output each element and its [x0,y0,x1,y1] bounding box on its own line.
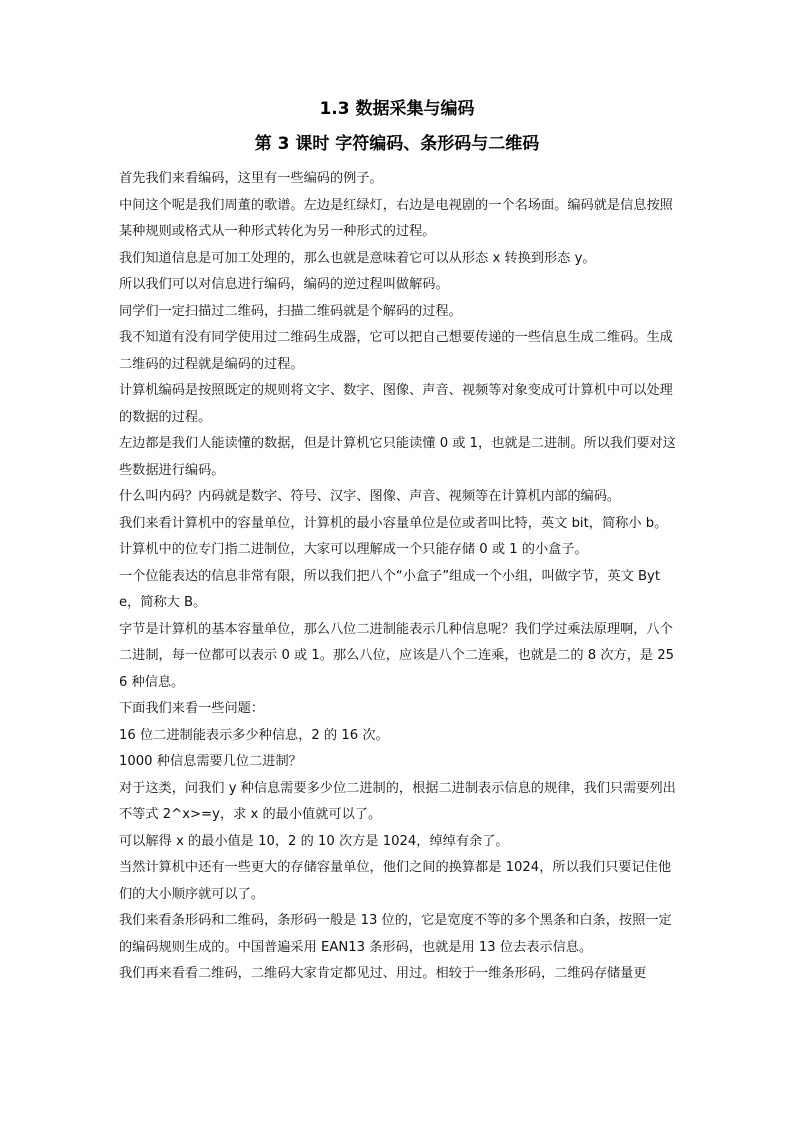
document-body [119,166,679,988]
paragraph: 同学们一定扫描过二维码，扫描二维码就是个解码的过程。 [119,303,462,319]
paragraph: 我们知道信息是可加工处理的，那么也就是意味着它可以从形态 x 转换到形态 y。 [119,250,596,266]
paragraph: 中间这个呢是我们周董的歌谱。左边是红绿灯，右边是电视剧的一个名场面。编码就是信息按照某种规则或格式从一种形式转化为另一种形式的过程。 [119,197,673,239]
paragraph: 计算机编码是按照既定的规则将文字、数字、图像、声音、视频等对象变成可计算机中可以处理的数据的过程。 [119,383,673,425]
document-subtitle: 第 3 课时 字符编码、条形码与二维码 [254,134,540,154]
paragraph: 我们来看条形码和二维码，条形码一般是 13 位的，它是宽度不等的多个黑条和白条，按照一定的编码规则生成的。中国普遍采用 EAN13 条形码，也就是用 13 位去表示信息。 [119,913,672,955]
paragraph: 左边都是我们人能读懂的数据，但是计算机它只能读懂 0 或 1，也就是二进制。所以我们要对这些数据进行编码。 [119,436,676,478]
paragraph: 我们来看计算机中的容量单位，计算机的最小容量单位是位或者叫比特，英文 bit，简称小 b。计算机中的位专门指二进制位，大家可以理解成一个只能存储 0 或 1 的小盒子。 [119,515,668,557]
paragraph: 对于这类，问我们 y 种信息需要多少位二进制的，根据二进制表示信息的规律，我们只需要列出不等式 2^x>=y，求 x 的最小值就可以了。 [119,780,676,822]
paragraph: 所以我们可以对信息进行编码，编码的逆过程叫做解码。 [119,277,449,292]
document-title: 1.3 数据采集与编码 [319,99,475,119]
paragraph: 下面我们来看一些问题： [119,701,265,716]
paragraph: 首先我们来看编码，这里有一些编码的例子。 [119,171,383,186]
paragraph: 我们再来看看二维码，二维码大家肯定都见过、用过。相较于一维条形码，二维码存储量更 [119,966,647,981]
paragraph: 16 位二进制能表示多少种信息，2 的 16 次。 [119,727,389,743]
paragraph: 我不知道有没有同学使用过二维码生成器，它可以把自己想要传递的一些信息生成二维码。生成二维码的过程就是编码的过程。 [119,330,673,372]
paragraph: 什么叫内码？内码就是数字、符号、汉字、图像、声音、视频等在计算机内部的编码。 [119,489,621,504]
paragraph: 1000 种信息需要几位二进制？ [119,754,302,769]
paragraph: 当然计算机中还有一些更大的存储容量单位，他们之间的换算都是 1024，所以我们只要记住他们的大小顺序就可以了。 [119,860,672,902]
paragraph: 字节是计算机的基本容量单位，那么八位二进制能表示几种信息呢？我们学过乘法原理啊，八个二进制，每一位都可以表示 0 或 1。那么八位，应该是八个二连乘，也就是二的 8 次方，是 256 种信息。 [119,621,675,690]
paragraph: 一个位能表达的信息非常有限，所以我们把八个“小盒子”组成一个小组，叫做字节，英文 Byte，简称大 B。 [119,568,660,610]
paragraph: 可以解得 x 的最小值是 10，2 的 10 次方是 1024，绰绰有余了。 [119,833,509,849]
